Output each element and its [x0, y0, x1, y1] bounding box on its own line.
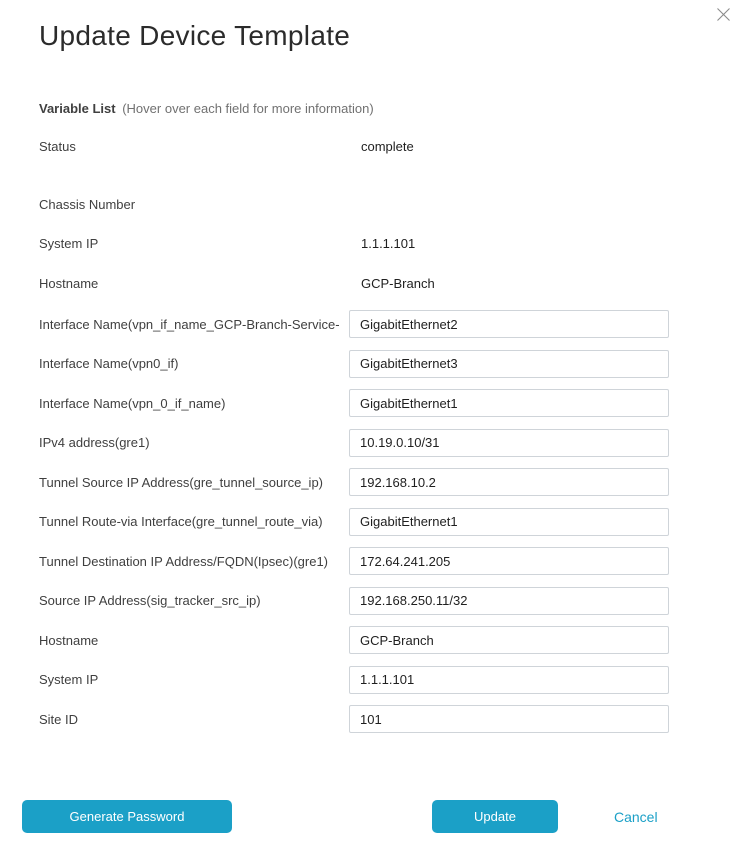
input-field-row	[39, 508, 752, 536]
input-field-row	[39, 389, 752, 417]
field-label: Tunnel Route-via Interface(gre_tunnel_route_via)	[39, 514, 323, 529]
field-label: Chassis Number	[39, 196, 136, 212]
dialog-footer	[22, 800, 730, 833]
input-field-row	[39, 705, 752, 733]
static-field-row	[39, 273, 752, 293]
field-label: Interface Name(vpn_if_name_GCP-Branch-Service-	[39, 316, 340, 332]
generate-password-button[interactable]: Generate Password	[22, 800, 232, 833]
page-title: Update Device Template	[39, 20, 351, 51]
variable-input[interactable]	[349, 547, 669, 575]
input-field-row	[39, 666, 752, 694]
field-value: complete	[361, 138, 414, 154]
input-field-row	[39, 547, 752, 575]
field-label: Status	[39, 138, 76, 154]
variable-input[interactable]	[349, 310, 669, 338]
variable-input[interactable]	[349, 468, 669, 496]
variable-input[interactable]	[349, 350, 669, 378]
field-label: Tunnel Destination IP Address/FQDN(Ipsec)(gre1)	[39, 553, 329, 569]
field-label: System IP	[39, 672, 99, 687]
static-field-row	[39, 136, 752, 156]
field-label: Tunnel Source IP Address(gre_tunnel_source_ip)	[39, 474, 324, 490]
variable-input[interactable]	[349, 705, 669, 733]
variable-input[interactable]	[349, 389, 669, 417]
static-field-row	[39, 234, 752, 254]
variable-input[interactable]	[349, 429, 669, 457]
input-field-row	[39, 310, 752, 338]
field-label: Hostname	[39, 632, 99, 648]
static-field-list	[0, 136, 752, 313]
variable-list-heading	[39, 101, 374, 116]
input-field-list	[0, 310, 752, 745]
field-value: GCP-Branch	[361, 275, 435, 291]
variable-input[interactable]	[349, 587, 669, 615]
variable-input[interactable]	[349, 508, 669, 536]
cancel-button[interactable]: Cancel	[614, 809, 658, 825]
input-field-row	[39, 626, 752, 654]
variable-input[interactable]	[349, 666, 669, 694]
field-label: IPv4 address(gre1)	[39, 435, 150, 450]
close-icon	[716, 7, 734, 22]
field-label: Interface Name(vpn0_if)	[39, 356, 179, 371]
update-button[interactable]: Update	[432, 800, 558, 833]
variable-list-title: Variable List	[39, 101, 116, 116]
input-field-row	[39, 587, 752, 615]
field-label: Site ID	[39, 711, 79, 727]
field-label: Hostname	[39, 275, 99, 291]
field-value: 1.1.1.101	[361, 236, 416, 251]
field-label: Interface Name(vpn_0_if_name)	[39, 395, 226, 411]
input-field-row	[39, 468, 752, 496]
field-label: Source IP Address(sig_tracker_src_ip)	[39, 593, 261, 608]
variable-list-note: (Hover over each field for more information)	[122, 101, 374, 116]
input-field-row	[39, 429, 752, 457]
input-field-row	[39, 350, 752, 378]
field-label: System IP	[39, 236, 99, 251]
static-field-row	[39, 194, 752, 214]
dialog-close-button[interactable]	[716, 5, 734, 23]
variable-input[interactable]	[349, 626, 669, 654]
